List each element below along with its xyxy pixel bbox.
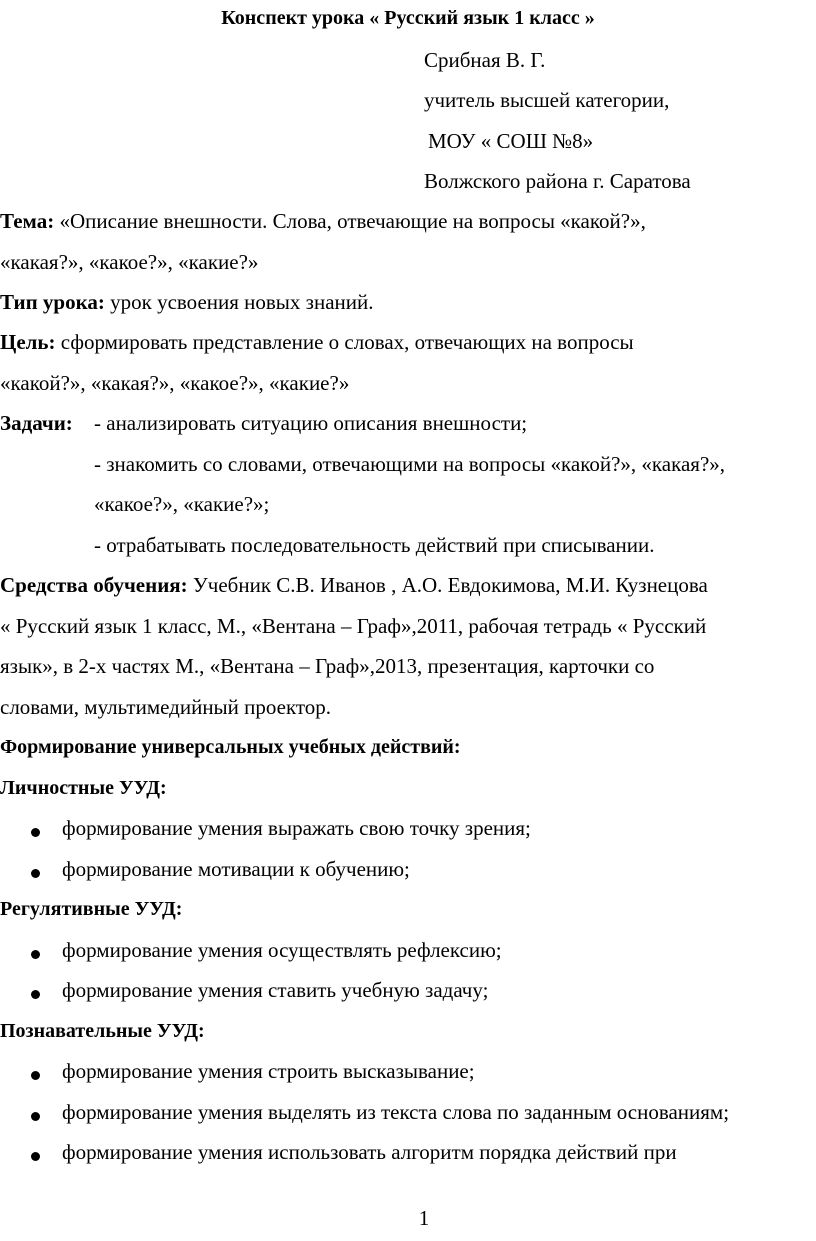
author-district: Волжского района г. Саратова (424, 169, 691, 193)
author-school: МОУ « СОШ №8» (428, 129, 594, 153)
cognitive-item-2: формирование умения выделять из текста слова по заданным основаниям; (62, 1100, 730, 1124)
lesson-type-text: урок усвоения новых знаний. (104, 290, 374, 314)
bullet-icon (31, 869, 40, 878)
regulatory-item-1: формирование умения осуществлять рефлексию; (62, 938, 502, 962)
tasks-label: Задачи: (0, 411, 73, 435)
goal-text-2: «какой?», «какая?», «какое?», «какие?» (0, 371, 350, 395)
uud-heading: Формирование универсальных учебных действий: (0, 736, 461, 758)
document-title: Конспект урока « Русский язык 1 класс » (221, 7, 595, 29)
lesson-type-label: Тип урока: (0, 290, 105, 314)
topic-line-1 (0, 211, 646, 232)
bullet-icon (31, 1112, 40, 1121)
means-text-1: Учебник С.В. Иванов , А.О. Евдокимова, М.И. Кузнецова (187, 573, 708, 597)
cognitive-item-1: формирование умения строить высказывание; (62, 1059, 475, 1083)
regulatory-item-2: формирование умения ставить учебную задачу; (62, 978, 489, 1002)
task-2-cont: «какое?», «какие?»; (94, 492, 270, 516)
cognitive-heading: Познавательные УУД: (0, 1020, 205, 1042)
personal-item-1: формирование умения выражать свою точку зрения; (62, 816, 531, 840)
topic-text-1: «Описание внешности. Слова, отвечающие на вопросы «какой?», (54, 209, 646, 233)
goal-text-1: сформировать представление о словах, отвечающих на вопросы (55, 330, 634, 354)
means-text-3: язык», в 2-х частях М., «Вентана – Граф»,2013, презентация, карточки со (0, 654, 655, 678)
task-3: - отрабатывать последовательность действий при списывании. (94, 533, 655, 557)
bullet-icon (31, 950, 40, 959)
means-text-4: словами, мультимедийный проектор. (0, 695, 332, 719)
goal-label: Цель: (0, 330, 56, 354)
task-2: - знакомить со словами, отвечающими на вопросы «какой?», «какая?», (94, 452, 726, 476)
topic-text-2: «какая?», «какое?», «какие?» (0, 250, 259, 274)
regulatory-heading: Регулятивные УУД: (0, 898, 183, 920)
bullet-icon (31, 1152, 40, 1161)
personal-heading: Личностные УУД: (0, 777, 167, 799)
personal-item-2: формирование мотивации к обучению; (62, 857, 410, 881)
topic-label: Тема: (0, 209, 55, 233)
cognitive-item-3: формирование умения использовать алгоритм порядка действий при (62, 1140, 677, 1164)
means-text-2: « Русский язык 1 класс, М., «Вентана – Граф»,2011, рабочая тетрадь « Русский (0, 614, 707, 638)
means-label: Средства обучения: (0, 573, 188, 597)
task-1: - анализировать ситуацию описания внешности; (94, 411, 528, 435)
author-name: Срибная В. Г. (424, 48, 546, 72)
bullet-icon (31, 828, 40, 837)
lesson-type (0, 292, 373, 313)
page-number: 1 (418, 1206, 430, 1230)
author-position: учитель высшей категории, (424, 88, 670, 112)
means-line-1 (0, 575, 708, 596)
goal-line-1 (0, 332, 634, 353)
bullet-icon (31, 1071, 40, 1080)
bullet-icon (31, 990, 40, 999)
